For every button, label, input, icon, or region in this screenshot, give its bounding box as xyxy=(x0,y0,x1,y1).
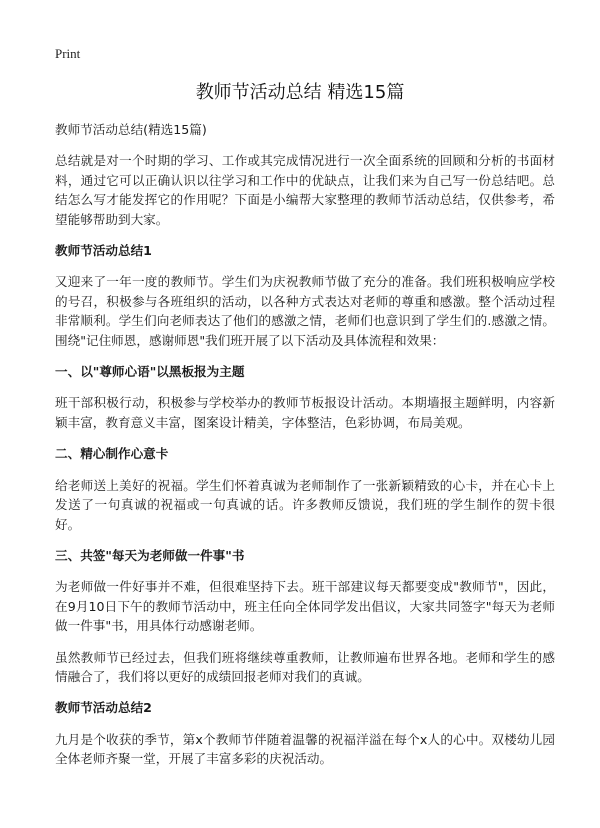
article-subtitle: 教师节活动总结(精选15篇) xyxy=(55,122,207,137)
subheading-pledge: 三、共签"每天为老师做一件事"书 xyxy=(55,547,245,563)
intro-paragraph: 总结就是对一个时期的学习、工作或其完成情况进行一次全面系统的回顾和分析的书面材料，通过它可以正确认识以往学习和工作中的优缺点，让我们来为自己写一份总结吧。总结怎么写才能发挥它的作用呢？下面是小编帮大家整理的教师节活动总结，仅供参考，希望能够帮助到大家。 xyxy=(55,153,555,227)
subheading-cards: 二、精心制作心意卡 xyxy=(55,446,169,462)
summary-2-paragraph: 九月是个收获的季节，第x个教师节伴随着温馨的祝福洋溢在每个x人的心中。双楼幼儿园全体老师齐聚一堂，开展了丰富多彩的庆祝活动。 xyxy=(55,731,555,767)
print-link[interactable]: Print xyxy=(55,46,81,61)
pledge-paragraph: 为老师做一件好事并不难，但很难坚持下去。班干部建议每天都要变成"教师节"，因此，在9月10日下午的教师节活动中，班主任向全体同学发出倡议，大家共同签字"每天为老师做一件事"书，用具体行动感谢老师。 xyxy=(55,579,555,634)
cards-paragraph: 给老师送上美好的祝福。学生们怀着真诚为老师制作了一张新颖精致的心卡，并在心卡上发送了一句真诚的祝福或一句真诚的话。许多教师反馈说，我们班的学生制作的贺卡很好。 xyxy=(55,477,555,532)
section-heading-summary-1: 教师节活动总结1 xyxy=(55,243,152,259)
summary-1-paragraph: 又迎来了一年一度的教师节。学生们为庆祝教师节做了充分的准备。我们班积极响应学校的号召，积极参与各班组织的活动，以各种方式表达对老师的尊重和感激。整个活动过程非常顺利。学生们向老师表达了他们的感激之情，老师们也意识到了学生们的.感激之情。围绕"记住师恩，感谢师恩"我们班开展了以下活动及具体流程和效果： xyxy=(55,274,555,348)
subheading-blackboard: 一、以"尊师心语"以黑板报为主题 xyxy=(55,364,245,380)
page-title: 教师节活动总结 精选15篇 xyxy=(195,82,405,103)
section-heading-summary-2: 教师节活动总结2 xyxy=(55,700,152,716)
article-body xyxy=(55,120,555,781)
closing-paragraph: 虽然教师节已经过去，但我们班将继续尊重教师，让教师遍布世界各地。老师和学生的感情融合了，我们将以更好的成绩回报老师对我们的真诚。 xyxy=(55,649,555,684)
blackboard-paragraph: 班干部积极行动，积极参与学校举办的教师节板报设计活动。本期墙报主题鲜明，内容新颖丰富，教育意义丰富，图案设计精美，字体整洁，色彩协调，布局美观。 xyxy=(55,395,555,430)
